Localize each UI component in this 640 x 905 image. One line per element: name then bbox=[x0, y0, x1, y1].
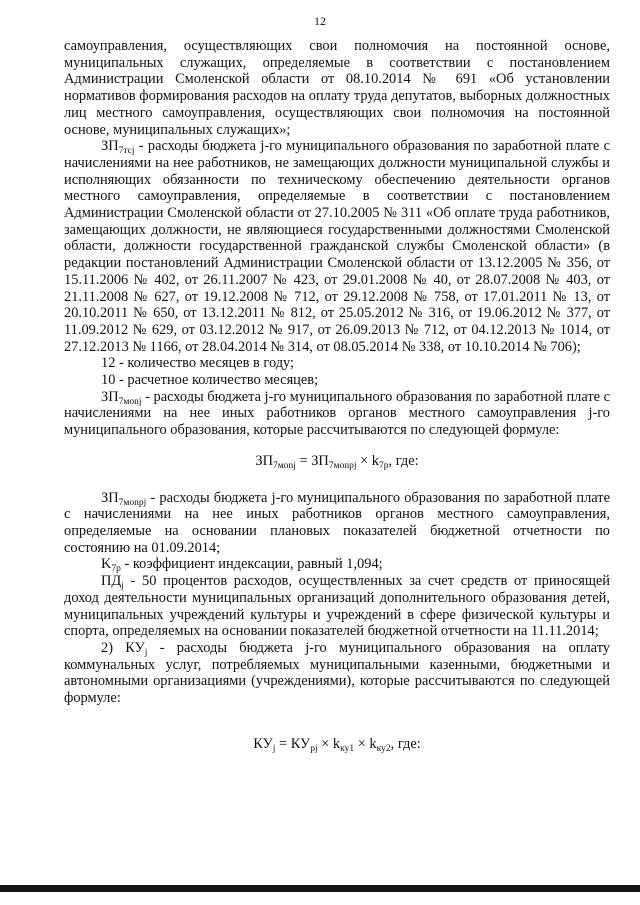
formula-operator: × k bbox=[356, 452, 379, 469]
item-number: 2) bbox=[101, 639, 126, 656]
definition-text: - расходы бюджета j-го муниципального образования на оплату коммунальных услуг, потребляемых муниципальными казенными, бюджетными и автономными организациями (учреждениями), которые рассчитываются по следующей формуле: bbox=[64, 639, 610, 707]
scan-edge-bar bbox=[0, 885, 640, 892]
definition-text: - расходы бюджета j-го муниципального образования по заработной плате с начислениями на нее работников, не замещающих должности муниципальной службы и исполняющих обязанности по техническому обеспечению деятельности органов местного самоуправления, определяемые в соответствии с постановлением Администрации Смоленской области от 27.10.2005 № 311 «Об оплате труда работников, замещающих должности, не являющиеся государственными должностями Смоленской области, должности государственной гражданской службы Смоленской области» (в редакции постановлений Администрации Смоленской области от 13.12.2005 № 356, от 15.11.2006 № 402, от 26.11.2007 № 423, от 29.01.2008 № 40, от 28.07.2008 № 403, от 21.11.2008 № 627, от 19.12.2008 № 712, от 29.12.2008 № 758, от 17.01.2011 № 13, от 20.10.2011 № 650, от 13.12.2011 № 812, от 25.05.2012 № 316, от 19.06.2012 № 377, от 11.09.2012 № 629, от 03.12.2012 № 917, от 26.09.2013 № 712, от 04.12.2013 № 1014, от 27.12.2013 № 1166, от 28.04.2014 № 314, от 08.05.2014 № 338, от 10.10.2014 № 706); bbox=[64, 138, 610, 355]
formula-operator: × k bbox=[354, 735, 377, 752]
symbol-zp: ЗП bbox=[101, 489, 119, 506]
symbol-subscript: 7моnрj bbox=[118, 497, 147, 508]
formula-subscript: 7р bbox=[379, 460, 389, 471]
formula-term: ЗП bbox=[255, 452, 273, 469]
definition-text: - коэффициент индексации, равный 1,094; bbox=[120, 556, 383, 573]
formula-subscript: ку1 bbox=[340, 743, 355, 754]
formula-term: КУ bbox=[290, 735, 311, 752]
definition-text: - расходы бюджета j-го муниципального образования по заработной плате с начислениями на нее иных работников органов местного самоуправления, определяемые на основании плановых показателей бюджетной отчетности по состоянию на 01.09.2014; bbox=[64, 489, 610, 556]
formula-operator: = bbox=[295, 452, 312, 469]
symbol-zp: ЗП bbox=[101, 388, 119, 405]
months-line: 12 - количество месяцев в году; bbox=[101, 355, 295, 372]
formula-term: ЗП bbox=[311, 452, 329, 469]
zp7monj-definition bbox=[64, 389, 610, 439]
formula-subscript: 7моnрj bbox=[328, 460, 357, 471]
symbol-subscript: j bbox=[144, 647, 148, 658]
zp7monpj-definition bbox=[64, 490, 610, 557]
formula-kuj bbox=[64, 736, 610, 753]
k7p-definition bbox=[64, 556, 610, 573]
definition-text: - 50 процентов расходов, осуществленных за счет средств от приносящей доход деятельности муниципальных организаций дополнительного образования детей, муниципальных учреждений культуры и учреждений в сфере физической культуры и спорта, определяемых на основании показателей бюджетной отчетности на 11.11.2014; bbox=[64, 573, 610, 640]
page-number: 12 bbox=[314, 14, 326, 28]
symbol-k: K bbox=[101, 556, 112, 573]
zp7tcj-definition bbox=[64, 138, 610, 355]
document-body bbox=[64, 38, 610, 752]
formula-operator: × k bbox=[317, 735, 341, 752]
formula-subscript: ку2 bbox=[376, 743, 391, 754]
formula-term: КУ bbox=[253, 735, 273, 752]
formula-subscript: j bbox=[272, 743, 276, 754]
pdj-definition bbox=[64, 573, 610, 640]
formula-operator: = bbox=[275, 735, 291, 752]
symbol-subscript: 7р bbox=[111, 564, 121, 575]
intro-paragraph: самоуправления, осуществляющих свои полномочия на постоянной основе, муниципальных служащих, определяемые в соответствии с постановлением Администрации Смоленской области от 08.10.2014 № 691 «Об установлении нормативов формирования расходов на оплату труда депутатов, выборных должностных лиц местного самоуправления, осуществляющих свои полномочия на постоянной основе, муниципальных служащих»; bbox=[64, 38, 610, 138]
formula-tail: , где: bbox=[390, 735, 421, 752]
symbol-subscript: 7моnj bbox=[118, 396, 142, 407]
formula-zp7monj bbox=[64, 453, 610, 470]
symbol-zp: ЗП bbox=[101, 138, 119, 155]
kuj-definition bbox=[64, 640, 610, 707]
formula-subscript: рj bbox=[310, 743, 318, 754]
symbol-subscript: j bbox=[121, 581, 124, 592]
symbol-ku: КУ bbox=[125, 639, 145, 656]
formula-subscript: 7моnj bbox=[273, 460, 296, 471]
definition-text: - расходы бюджета j-го муниципального образования по заработной плате с начислениями на нее иных работников органов местного самоуправления j-го муниципального образования, которые рассчитываются по следующей формуле: bbox=[64, 388, 611, 439]
formula-tail: , где: bbox=[388, 452, 419, 469]
symbol-pd: ПД bbox=[101, 573, 122, 590]
calc-months-line: 10 - расчетное количество месяцев; bbox=[101, 372, 319, 389]
symbol-subscript: 7тсj bbox=[118, 146, 135, 157]
